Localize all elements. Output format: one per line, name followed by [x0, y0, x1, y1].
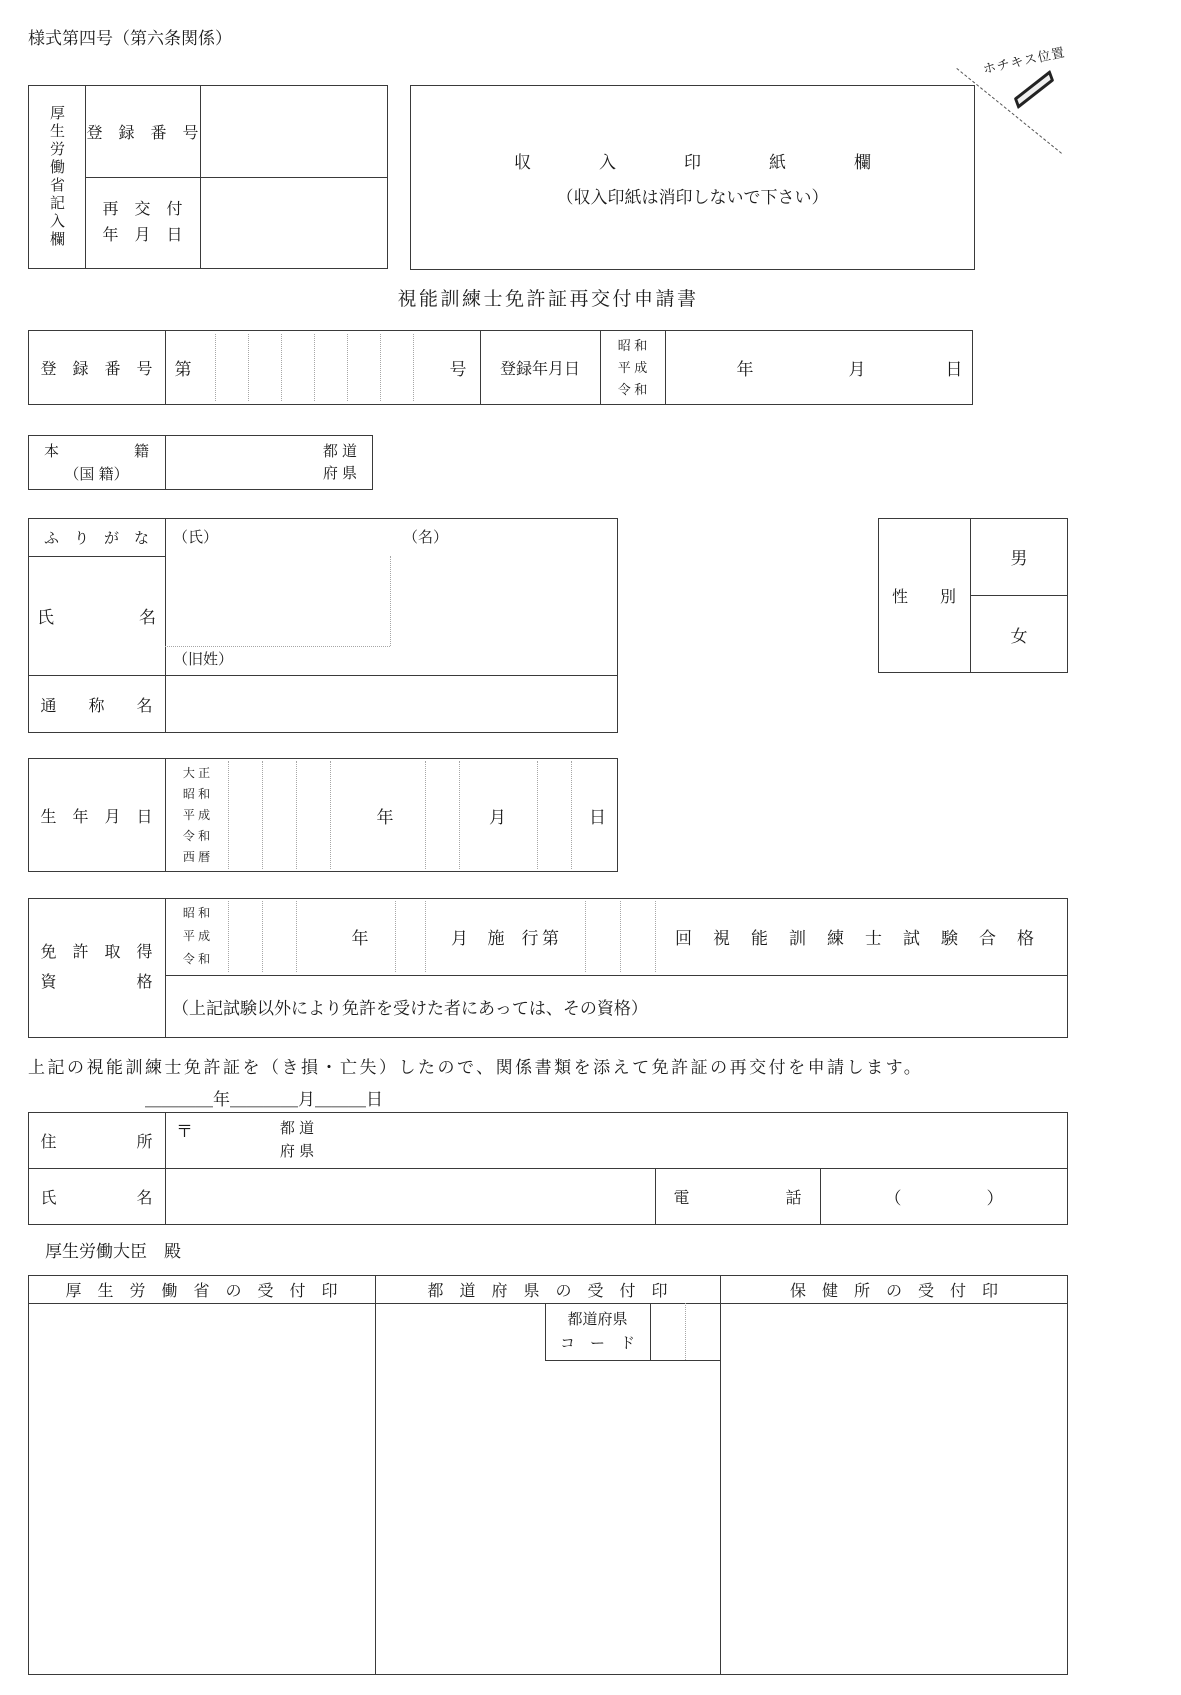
- license-label-line1: 免 許 取 得: [40, 944, 153, 961]
- era-option: 大 正: [182, 765, 211, 780]
- year-label: 年: [351, 929, 369, 948]
- postal-mark: 〒: [176, 1122, 193, 1141]
- receipt-header-health-center: 保 健 所 の 受 付 印: [789, 1282, 998, 1300]
- sex-female-option: 女: [1010, 626, 1028, 646]
- minister-label: 厚生労働大臣 殿: [45, 1242, 181, 1261]
- dotted-divider: [296, 761, 297, 869]
- divider: [165, 330, 166, 405]
- era-option: 西 暦: [182, 849, 211, 864]
- month-label: 月: [848, 360, 866, 379]
- domicile-label-line2: （国 籍）: [64, 465, 129, 483]
- reissue-date-label-line1: 再 交 付: [102, 201, 183, 218]
- revenue-stamp-title: 収 入 印 紙 欄: [514, 152, 871, 172]
- divider: [165, 1112, 166, 1225]
- dotted-divider: [685, 1303, 686, 1360]
- license-label-line2: 資 格: [40, 974, 153, 991]
- dotted-divider: [571, 761, 572, 869]
- reissue-date-label-line2: 年 月 日: [102, 227, 183, 244]
- birth-era-list: [165, 758, 228, 872]
- enforcement-label: 施 行: [487, 929, 539, 948]
- sex-male-option: 男: [1010, 549, 1028, 568]
- era-option: 平 成: [182, 929, 211, 943]
- statement-text: 上記の視能訓練士免許証を（き損・亡失）したので、関係書類を添えて免許証の再交付を申請します。: [28, 1058, 924, 1077]
- day-label: 日: [945, 360, 963, 379]
- dotted-divider: [380, 334, 381, 401]
- domicile-label-line1: 本 籍: [43, 442, 149, 460]
- era-option: 昭 和: [617, 337, 648, 353]
- prefecture-code-line2: コ ー ド: [559, 1334, 635, 1352]
- registration-row-label: 登 録 番 号: [40, 361, 153, 378]
- dotted-divider: [262, 901, 263, 972]
- dotted-divider: [296, 901, 297, 972]
- registration-date-label: 登録年月日: [499, 361, 580, 378]
- dotted-divider: [165, 646, 390, 647]
- family-name-label: （氏）: [173, 529, 219, 546]
- dotted-divider: [347, 334, 348, 401]
- divider: [165, 518, 166, 733]
- prefecture-code-line1: 都道府県: [567, 1310, 628, 1328]
- dotted-divider: [425, 761, 426, 869]
- dotted-divider: [620, 901, 621, 972]
- era-option: 昭 和: [182, 906, 211, 920]
- license-label: [28, 898, 165, 1038]
- ministry-vertical-label: 厚生労働省記入欄: [48, 105, 65, 249]
- phone-label: 電 話: [673, 1190, 802, 1207]
- dotted-divider: [314, 334, 315, 401]
- sex-label: 性 別: [891, 589, 956, 606]
- dotted-divider: [215, 334, 216, 401]
- divider: [375, 1275, 376, 1675]
- dotted-divider: [281, 334, 282, 401]
- form-title: 視能訓練士免許証再交付申請書: [397, 288, 699, 310]
- era-option: 令 和: [182, 828, 211, 843]
- era-option: 平 成: [617, 359, 648, 375]
- month-label: 月: [451, 929, 468, 948]
- registration-no-suffix: 号: [449, 360, 467, 379]
- dotted-divider: [413, 334, 414, 401]
- license-no-prefix: 第: [542, 929, 559, 948]
- prefecture-label-line1: 都 道: [279, 1120, 315, 1137]
- prefecture-label-line1: 都 道: [322, 442, 357, 460]
- prefecture-label-line2: 府 県: [279, 1143, 315, 1160]
- era-option: 平 成: [182, 807, 211, 822]
- dotted-divider: [330, 761, 331, 869]
- era-option: 令 和: [617, 381, 648, 397]
- given-name-label: （名）: [403, 529, 449, 546]
- revenue-stamp-note: （収入印紙は消印しないで下さい）: [556, 187, 829, 207]
- receipt-header-mhlw: 厚 生 労 働 省 の 受 付 印: [65, 1282, 338, 1300]
- domicile-label: [28, 435, 165, 490]
- registration-no-prefix: 第: [174, 360, 192, 379]
- birth-label: 生 年 月 日: [40, 808, 153, 826]
- license-note: （上記試験以外により免許を受けた者にあっては、その資格）: [172, 999, 648, 1018]
- name-label: 氏 名: [37, 608, 156, 627]
- furigana-label: ふ り が な: [43, 529, 149, 547]
- year-label: 年: [736, 360, 754, 379]
- dotted-divider: [459, 761, 460, 869]
- maiden-name-label: （旧姓）: [173, 651, 234, 668]
- form-number-label: 様式第四号（第六条関係）: [28, 29, 232, 48]
- revenue-stamp-box: [410, 85, 975, 270]
- registration-era-list: [600, 330, 665, 405]
- registration-no-label: 登 録 番 号: [86, 124, 199, 142]
- divider: [650, 1303, 651, 1360]
- dotted-divider: [228, 761, 229, 869]
- divider: [665, 330, 666, 405]
- prefecture-code-label: [545, 1303, 650, 1360]
- year-label: 年: [376, 807, 394, 827]
- address-prefecture-label: [262, 1112, 332, 1168]
- dotted-divider: [585, 901, 586, 972]
- dotted-divider: [228, 901, 229, 972]
- era-option: 令 和: [182, 952, 211, 966]
- name-field-label: 氏 名: [40, 1190, 153, 1207]
- month-label: 月: [489, 807, 506, 827]
- dotted-divider: [537, 761, 538, 869]
- prefecture-label-line2: 府 県: [322, 464, 357, 482]
- day-label: 日: [589, 807, 606, 827]
- address-label: 住 所: [40, 1133, 153, 1151]
- receipt-header-prefecture: 都 道 府 県 の 受 付 印: [427, 1282, 668, 1300]
- dotted-divider: [262, 761, 263, 869]
- era-option: 昭 和: [182, 786, 211, 801]
- divider: [720, 1275, 721, 1675]
- staple-icon: [1014, 70, 1054, 109]
- exam-pass-label: 回 視 能 訓 練 士 試 験 合 格: [675, 929, 1036, 948]
- dotted-divider: [390, 556, 391, 646]
- alias-label: 通 称 名: [40, 697, 153, 715]
- domicile-prefecture-label: [165, 435, 365, 490]
- divider: [545, 1360, 720, 1361]
- staple-position-label: ホチキス位置: [981, 44, 1067, 77]
- dotted-divider: [248, 334, 249, 401]
- reissue-date-label: [85, 177, 200, 269]
- application-date-line: ＿＿＿＿年＿＿＿＿月＿＿＿日: [145, 1090, 383, 1109]
- dotted-divider: [425, 901, 426, 972]
- dotted-divider: [655, 901, 656, 972]
- dotted-divider: [395, 901, 396, 972]
- phone-parentheses: （ ）: [884, 1189, 1004, 1208]
- license-era-list: [165, 898, 228, 975]
